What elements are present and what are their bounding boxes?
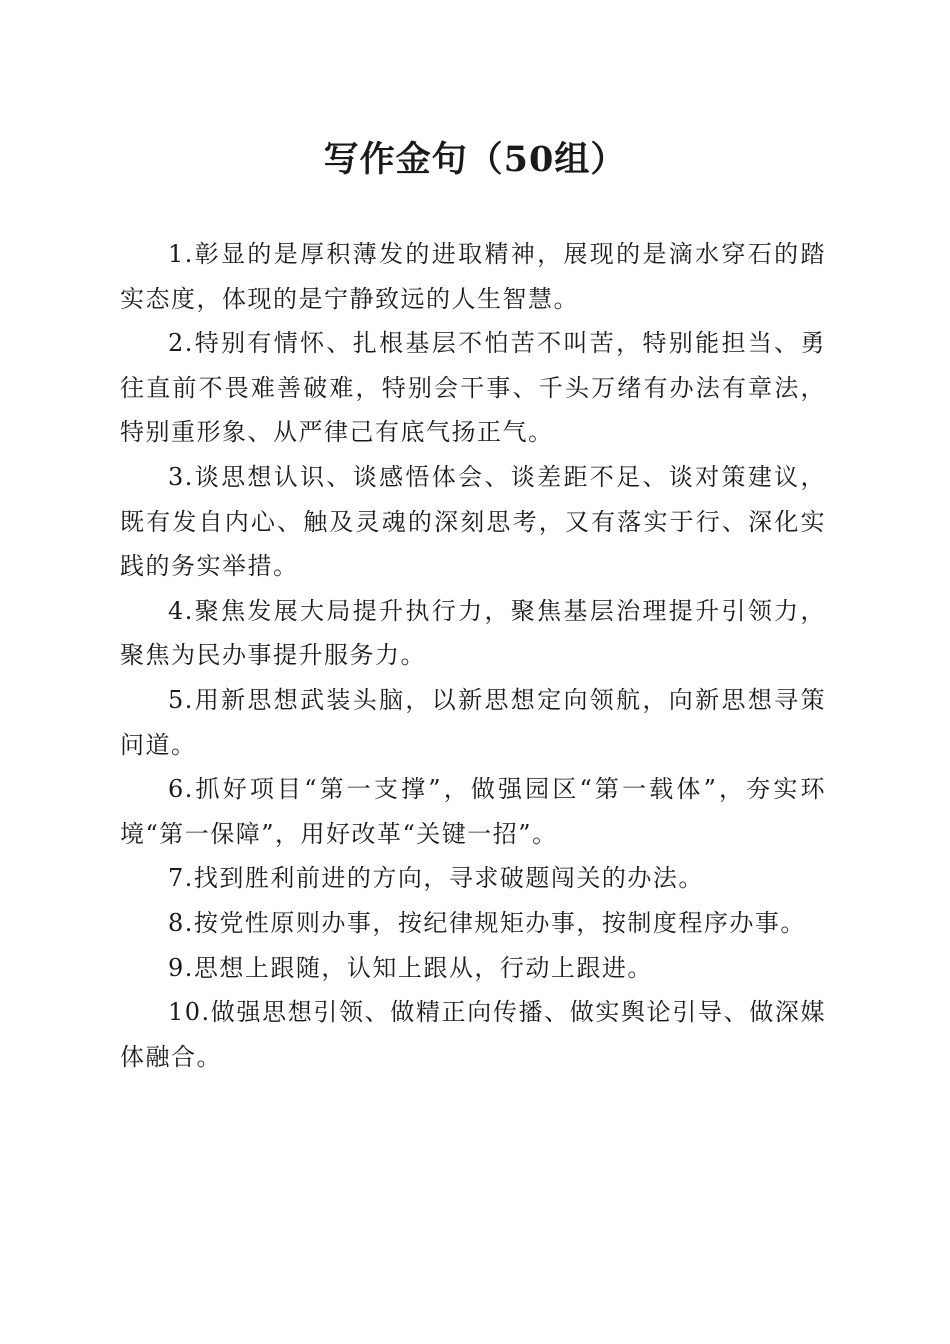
quote-item-3: 3.谈思想认识、谈感悟体会、谈差距不足、谈对策建议，既有发自内心、触及灵魂的深刻思考，又有落实于行、深化实践的务实举措。 [120, 462, 826, 581]
quote-item-4: 4.聚焦发展大局提升执行力，聚焦基层治理提升引领力，聚焦为民办事提升服务力。 [120, 596, 826, 670]
quote-item-7: 7.找到胜利前进的方向，寻求破题闯关的办法。 [168, 864, 704, 893]
document-title: 写作金句（50组） [323, 139, 627, 180]
quote-item-8: 8.按党性原则办事，按纪律规矩办事，按制度程序办事。 [168, 908, 806, 937]
quote-item-5: 5.用新思想武装头脑，以新思想定向领航，向新思想寻策问道。 [120, 685, 826, 759]
quote-item-1: 1.彰显的是厚积薄发的进取精神，展现的是滴水穿石的踏实态度，体现的是宁静致远的人生智慧。 [120, 240, 826, 313]
quote-item-10: 10.做强思想引领、做精正向传播、做实舆论引导、做深媒体融合。 [120, 998, 826, 1071]
quote-item-6: 6.抓好项目“第一支撑”，做强园区“第一载体”，夯实环境“第一保障”，用好改革“关键一招”。 [120, 775, 826, 848]
quote-item-2: 2.特别有情怀、扎根基层不怕苦不叫苦，特别能担当、勇往直前不畏难善破难，特别会干事、千头万绪有办法有章法，特别重形象、从严律己有底气扬正气。 [120, 329, 826, 447]
document-body [120, 232, 826, 1079]
quote-item-9: 9.思想上跟随，认知上跟从，行动上跟进。 [168, 953, 653, 982]
